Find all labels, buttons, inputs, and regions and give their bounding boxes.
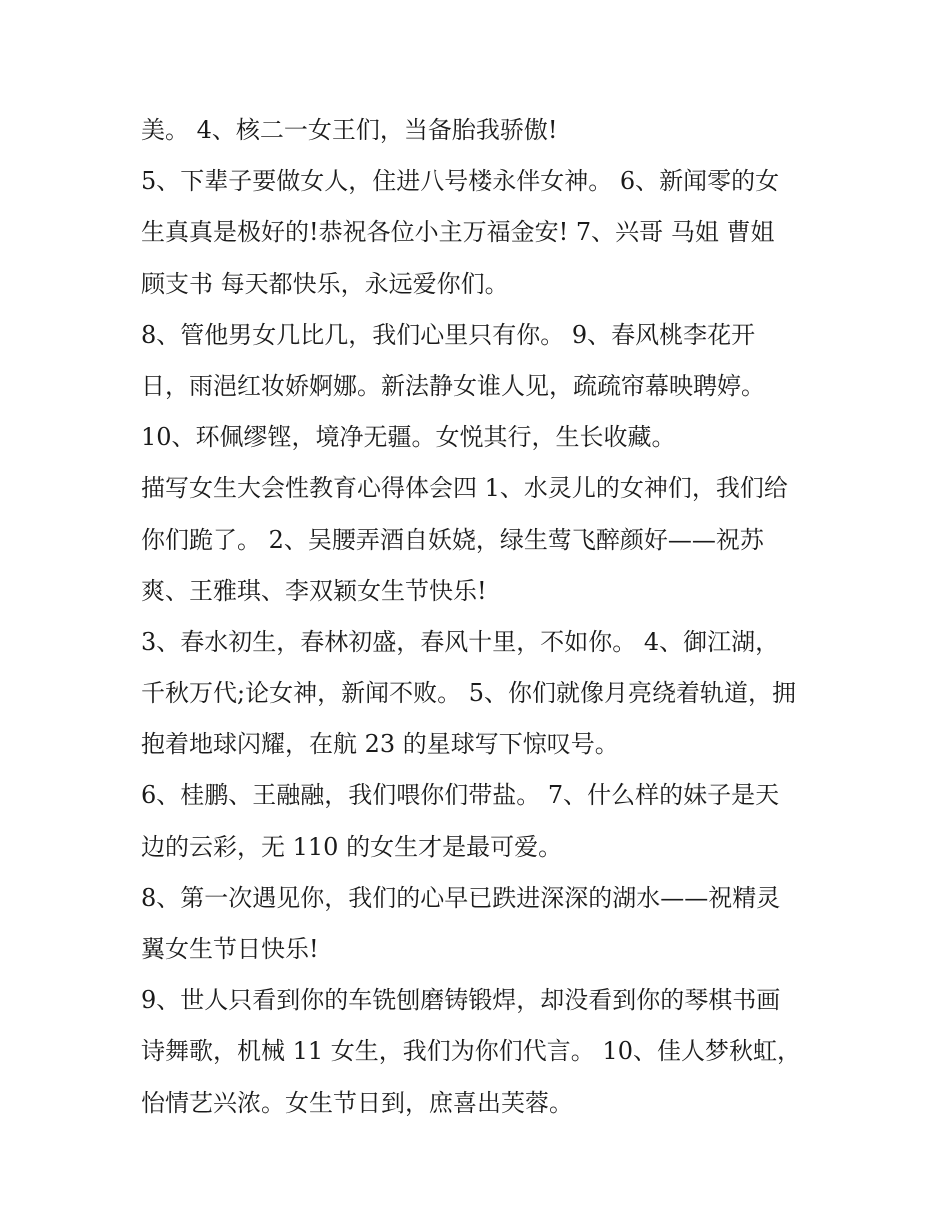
text-line-2: 5、下辈子要做女人，住进八号楼永伴女神。 6、新闻零的女 xyxy=(141,167,780,196)
text-line-11: 3、春水初生，春林初盛，春风十里，不如你。 4、御江湖， xyxy=(141,627,780,656)
text-line-7: 10、环佩缪铿，境净无疆。女悦其行，生长收藏。 xyxy=(141,423,676,452)
text-line-8: 描写女生大会性教育心得体会四 1、水灵儿的女神们，我们给 xyxy=(141,474,788,503)
text-line-10: 爽、王雅琪、李双颖女生节快乐! xyxy=(141,576,487,605)
text-line-14: 6、桂鹏、王融融，我们喂你们带盐。 7、什么样的妹子是天 xyxy=(141,781,780,810)
text-line-17: 翼女生节日快乐! xyxy=(141,935,319,963)
text-line-4: 顾支书 每天都快乐，永远爱你们。 xyxy=(141,269,509,298)
text-line-1: 美。 4、核二一女王们，当备胎我骄傲! xyxy=(141,116,558,144)
text-line-9: 你们跪了。 2、吴腰弄酒自妖娆，绿生莺飞醉颜好——祝苏 xyxy=(141,525,764,554)
text-line-6: 日，雨浥红妆娇婀娜。新法静女谁人见，疏疏帘幕映聘婷。 xyxy=(141,371,765,400)
text-line-3: 生真真是极好的!恭祝各位小主万福金安! 7、兴哥 马姐 曹姐 xyxy=(141,218,775,247)
text-line-18: 9、世人只看到你的车铣刨磨铸锻焊，却没看到你的琴棋书画 xyxy=(141,986,781,1015)
text-line-16: 8、第一次遇见你，我们的心早已跌进深深的湖水——祝精灵 xyxy=(141,883,781,912)
text-line-5: 8、管他男女几比几，我们心里只有你。 9、春风桃李花开 xyxy=(141,320,756,349)
text-line-15: 边的云彩，无 110 的女生才是最可爱。 xyxy=(141,832,563,861)
text-line-13: 抱着地球闪耀，在航 23 的星球写下惊叹号。 xyxy=(141,730,619,759)
text-line-19: 诗舞歌，机械 11 女生，我们为你们代言。 10、佳人梦秋虹， xyxy=(141,1037,801,1066)
document-text xyxy=(141,110,831,1134)
text-line-12: 千秋万代;论女神，新闻不败。 5、你们就像月亮绕着轨道，拥 xyxy=(141,679,796,708)
text-line-20: 怡情艺兴浓。女生节日到，庶喜出芙蓉。 xyxy=(141,1088,573,1117)
